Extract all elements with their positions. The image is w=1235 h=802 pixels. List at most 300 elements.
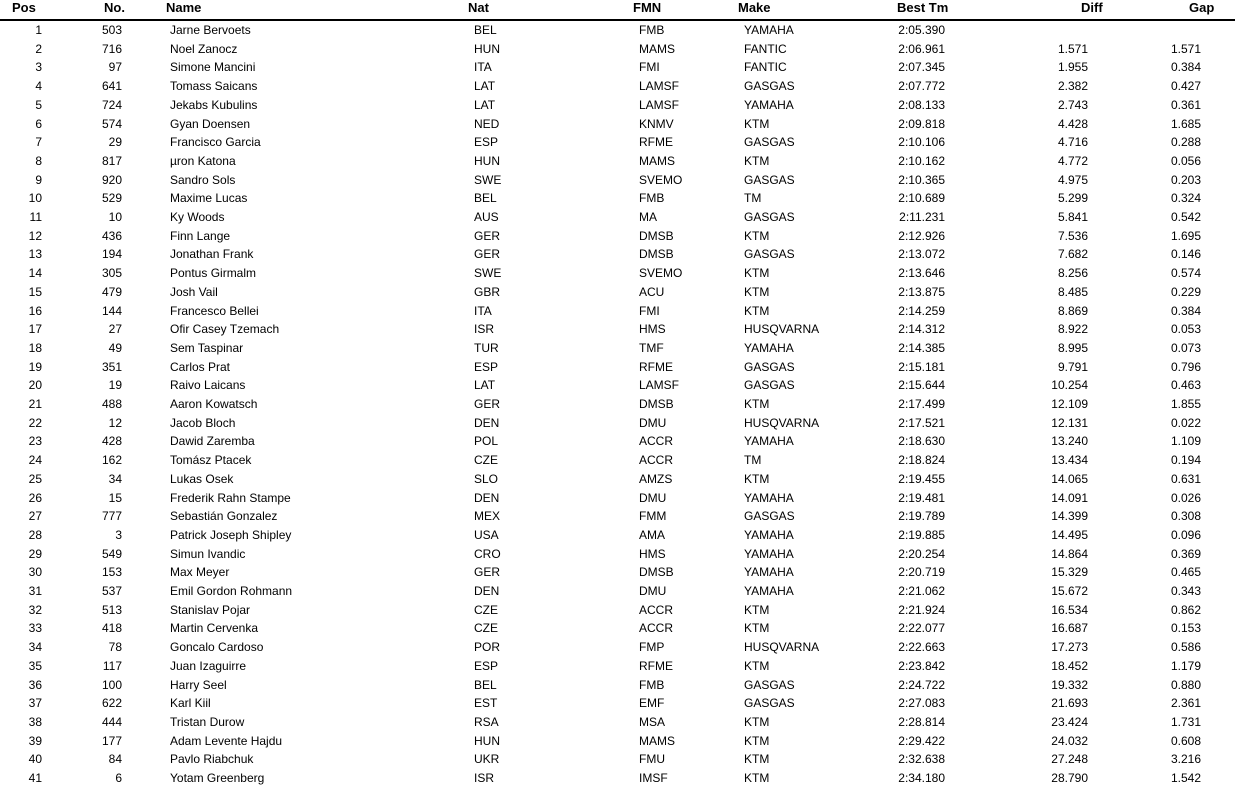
cell-nat: ITA — [474, 303, 492, 318]
header-divider — [0, 19, 1235, 21]
cell-nat: DEN — [474, 490, 500, 505]
cell-best: 2:15.181 — [898, 359, 945, 374]
cell-pos: 7 — [35, 135, 42, 150]
cell-diff: 8.256 — [1057, 266, 1088, 281]
cell-make: KTM — [744, 771, 770, 785]
cell-nat: MEX — [474, 509, 501, 524]
cell-best: 2:20.254 — [898, 546, 945, 561]
header-diff: Diff — [1081, 0, 1103, 15]
cell-make: YAMAHA — [744, 565, 794, 580]
cell-best: 2:19.481 — [898, 490, 945, 505]
cell-gap: 0.361 — [1170, 97, 1201, 112]
cell-name: Emil Gordon Rohmann — [170, 584, 293, 598]
cell-make: KTM — [744, 714, 770, 729]
cell-gap: 0.574 — [1170, 266, 1201, 281]
table-row — [0, 172, 1235, 190]
cell-diff: 14.864 — [1051, 546, 1088, 561]
cell-diff: 8.995 — [1057, 340, 1088, 355]
cell-pos: 38 — [28, 714, 42, 729]
table-row — [0, 228, 1235, 246]
cell-fmn: MAMS — [639, 41, 675, 56]
cell-make: KTM — [744, 228, 770, 243]
cell-best: 2:32.638 — [898, 752, 945, 767]
cell-fmn: MAMS — [639, 153, 675, 168]
cell-pos: 30 — [28, 565, 42, 580]
cell-nat: LAT — [474, 79, 496, 94]
cell-fmn: DMU — [639, 490, 667, 505]
cell-no: 529 — [101, 191, 122, 206]
cell-nat: GBR — [474, 284, 501, 299]
cell-nat: CZE — [474, 602, 498, 617]
cell-gap: 1.695 — [1170, 228, 1201, 243]
cell-nat: BEL — [474, 191, 497, 206]
table-row — [0, 677, 1235, 695]
table-row — [0, 359, 1235, 377]
cell-make: FANTIC — [744, 60, 787, 75]
table-row — [0, 377, 1235, 395]
cell-gap: 0.463 — [1170, 378, 1201, 393]
cell-fmn: MA — [639, 210, 657, 224]
cell-nat: HUN — [474, 733, 500, 748]
cell-gap: 0.026 — [1170, 490, 1201, 505]
cell-fmn: LAMSF — [639, 79, 680, 94]
cell-make: KTM — [744, 266, 770, 281]
cell-make: HUSQVARNA — [744, 415, 820, 430]
cell-fmn: AMA — [639, 527, 666, 542]
cell-fmn: ACCR — [639, 434, 674, 449]
header-make: Make — [738, 0, 771, 15]
cell-best: 2:07.772 — [898, 79, 945, 94]
cell-no: 549 — [101, 546, 122, 561]
cell-diff: 7.682 — [1057, 247, 1088, 262]
cell-no: 574 — [101, 116, 122, 131]
cell-gap: 0.586 — [1170, 640, 1201, 655]
cell-gap: 0.465 — [1170, 565, 1201, 580]
cell-make: KTM — [744, 602, 770, 617]
cell-no: 10 — [108, 210, 122, 224]
cell-no: 479 — [101, 284, 122, 299]
cell-make: YAMAHA — [744, 527, 794, 542]
cell-diff: 1.571 — [1057, 41, 1088, 56]
cell-name: Jacob Bloch — [170, 415, 236, 430]
cell-diff: 13.434 — [1051, 453, 1088, 468]
cell-name: Pavlo Riabchuk — [170, 752, 254, 767]
cell-nat: GER — [474, 228, 501, 243]
cell-fmn: FMB — [639, 23, 665, 37]
cell-name: Yotam Greenberg — [170, 771, 265, 785]
cell-no: 418 — [101, 621, 122, 636]
table-row — [0, 620, 1235, 638]
cell-fmn: ACU — [639, 284, 665, 299]
table-row — [0, 415, 1235, 433]
cell-pos: 5 — [35, 97, 42, 112]
cell-best: 2:17.499 — [898, 397, 945, 411]
cell-nat: ITA — [474, 60, 492, 75]
cell-diff: 9.791 — [1057, 359, 1088, 374]
cell-make: YAMAHA — [744, 97, 794, 112]
table-row — [0, 639, 1235, 657]
header-pos: Pos — [12, 0, 36, 15]
cell-name: Juan Izaguirre — [170, 658, 247, 673]
cell-best: 2:22.663 — [898, 640, 945, 655]
cell-gap: 0.288 — [1170, 135, 1201, 150]
cell-nat: AUS — [474, 210, 499, 224]
cell-fmn: FMB — [639, 677, 665, 692]
cell-pos: 21 — [28, 397, 42, 411]
cell-make: YAMAHA — [744, 490, 794, 505]
cell-best: 2:23.842 — [898, 658, 945, 673]
cell-no: 724 — [101, 97, 122, 112]
cell-nat: NED — [474, 116, 500, 131]
cell-pos: 12 — [28, 228, 42, 243]
cell-nat: SWE — [474, 172, 502, 187]
cell-diff: 28.790 — [1051, 771, 1088, 785]
cell-name: Gyan Doensen — [170, 116, 251, 131]
cell-best: 2:14.385 — [898, 340, 945, 355]
cell-fmn: DMU — [639, 584, 667, 598]
cell-nat: HUN — [474, 41, 500, 56]
cell-nat: TUR — [474, 340, 499, 355]
cell-diff: 1.955 — [1057, 60, 1088, 75]
cell-diff: 16.534 — [1051, 602, 1088, 617]
cell-name: Harry Seel — [170, 677, 227, 692]
cell-fmn: SVEMO — [639, 266, 683, 281]
cell-best: 2:13.646 — [898, 266, 945, 281]
cell-name: Jekabs Kubulins — [170, 97, 258, 112]
cell-fmn: DMSB — [639, 228, 674, 243]
cell-best: 2:10.365 — [898, 172, 945, 187]
cell-pos: 6 — [35, 116, 42, 131]
cell-best: 2:11.231 — [899, 210, 945, 224]
header-name: Name — [166, 0, 202, 15]
cell-name: Sem Taspinar — [170, 340, 244, 355]
cell-make: GASGAS — [744, 359, 795, 374]
cell-gap: 0.073 — [1170, 340, 1201, 355]
cell-name: Max Meyer — [170, 565, 230, 580]
table-row — [0, 490, 1235, 508]
cell-fmn: LAMSF — [639, 97, 680, 112]
cell-gap: 0.324 — [1170, 191, 1201, 206]
cell-pos: 26 — [28, 490, 42, 505]
cell-pos: 18 — [28, 340, 42, 355]
cell-nat: GER — [474, 247, 501, 262]
cell-best: 2:29.422 — [898, 733, 945, 748]
cell-make: KTM — [744, 621, 770, 636]
cell-best: 2:09.818 — [898, 116, 945, 131]
table-row — [0, 564, 1235, 582]
cell-no: 641 — [101, 79, 122, 94]
cell-no: 488 — [101, 397, 122, 411]
cell-fmn: FMU — [639, 752, 665, 767]
table-row — [0, 433, 1235, 451]
table-row — [0, 284, 1235, 302]
cell-diff: 5.841 — [1057, 210, 1088, 224]
cell-fmn: RFME — [639, 658, 673, 673]
cell-gap: 2.361 — [1170, 696, 1201, 711]
cell-pos: 20 — [28, 378, 42, 393]
cell-best: 2:14.312 — [898, 322, 945, 337]
table-row — [0, 751, 1235, 769]
cell-no: 3 — [115, 527, 122, 542]
table-row — [0, 134, 1235, 152]
cell-make: KTM — [744, 397, 770, 411]
cell-fmn: TMF — [639, 340, 664, 355]
cell-name: Stanislav Pojar — [170, 602, 251, 617]
cell-name: Ofir Casey Tzemach — [170, 322, 280, 337]
cell-make: GASGAS — [744, 172, 795, 187]
cell-fmn: AMZS — [639, 471, 673, 486]
cell-diff: 2.743 — [1057, 97, 1088, 112]
cell-pos: 10 — [28, 191, 42, 206]
cell-diff: 14.399 — [1051, 509, 1088, 524]
cell-no: 15 — [108, 490, 122, 505]
header-no: No. — [104, 0, 125, 15]
cell-best: 2:12.926 — [898, 228, 945, 243]
cell-gap: 0.631 — [1170, 471, 1201, 486]
cell-pos: 9 — [35, 172, 42, 187]
header-gap: Gap — [1189, 0, 1215, 15]
cell-best: 2:15.644 — [898, 378, 945, 393]
cell-no: 84 — [108, 752, 122, 767]
table-row — [0, 602, 1235, 620]
cell-best: 2:13.875 — [898, 284, 945, 299]
cell-best: 2:10.106 — [898, 135, 945, 150]
table-row — [0, 714, 1235, 732]
cell-diff: 23.424 — [1051, 714, 1088, 729]
cell-nat: BEL — [474, 677, 497, 692]
table-row — [0, 583, 1235, 601]
cell-gap: 1.855 — [1170, 397, 1201, 411]
table-row — [0, 321, 1235, 339]
cell-make: GASGAS — [744, 79, 795, 94]
table-row — [0, 452, 1235, 470]
cell-fmn: EMF — [639, 696, 665, 711]
cell-make: YAMAHA — [744, 546, 794, 561]
table-row — [0, 303, 1235, 321]
cell-diff: 4.428 — [1057, 116, 1088, 131]
cell-nat: DEN — [474, 415, 500, 430]
cell-gap: 0.153 — [1170, 621, 1201, 636]
cell-no: 153 — [101, 565, 122, 580]
table-row — [0, 246, 1235, 264]
cell-name: Dawid Zaremba — [170, 434, 255, 449]
cell-gap: 0.096 — [1170, 527, 1201, 542]
cell-fmn: FMI — [639, 303, 660, 318]
table-row — [0, 78, 1235, 96]
cell-no: 428 — [101, 434, 122, 449]
cell-no: 29 — [108, 135, 122, 150]
cell-name: Tristan Durow — [170, 714, 245, 729]
cell-make: KTM — [744, 116, 770, 131]
cell-fmn: SVEMO — [639, 172, 683, 187]
cell-name: Jonathan Frank — [170, 247, 254, 262]
cell-gap: 1.571 — [1170, 41, 1201, 56]
cell-pos: 2 — [35, 41, 42, 56]
cell-diff: 13.240 — [1051, 434, 1088, 449]
cell-nat: HUN — [474, 153, 500, 168]
cell-fmn: FMI — [639, 60, 660, 75]
cell-pos: 35 — [28, 658, 42, 673]
cell-name: Martin Cervenka — [170, 621, 259, 636]
cell-make: GASGAS — [744, 509, 795, 524]
cell-no: 117 — [102, 658, 122, 673]
cell-make: TM — [744, 453, 762, 468]
cell-no: 513 — [101, 602, 122, 617]
cell-gap: 0.542 — [1170, 210, 1201, 224]
cell-make: TM — [744, 191, 762, 206]
cell-pos: 23 — [28, 434, 42, 449]
cell-make: GASGAS — [744, 677, 795, 692]
cell-pos: 32 — [28, 602, 42, 617]
cell-diff: 4.772 — [1057, 153, 1088, 168]
cell-fmn: HMS — [639, 546, 666, 561]
cell-diff: 12.131 — [1051, 415, 1088, 430]
cell-make: YAMAHA — [744, 434, 794, 449]
cell-make: KTM — [744, 752, 770, 767]
cell-no: 144 — [101, 303, 122, 318]
cell-pos: 14 — [28, 266, 42, 281]
cell-nat: UKR — [474, 752, 500, 767]
cell-no: 436 — [101, 228, 122, 243]
cell-best: 2:19.885 — [898, 527, 945, 542]
cell-best: 2:18.630 — [898, 434, 945, 449]
table-row — [0, 508, 1235, 526]
cell-nat: ESP — [474, 658, 499, 673]
cell-nat: POL — [474, 434, 499, 449]
cell-gap: 0.056 — [1170, 153, 1201, 168]
cell-fmn: MSA — [639, 714, 666, 729]
cell-nat: SLO — [474, 471, 499, 486]
cell-nat: USA — [474, 527, 499, 542]
cell-name: Simone Mancini — [170, 60, 256, 75]
table-row — [0, 471, 1235, 489]
cell-no: 27 — [108, 322, 122, 337]
cell-name: Simun Ivandic — [170, 546, 246, 561]
table-row — [0, 41, 1235, 59]
cell-name: Raivo Laicans — [170, 378, 246, 393]
cell-fmn: RFME — [639, 135, 673, 150]
cell-nat: EST — [474, 696, 498, 711]
cell-no: 503 — [101, 23, 122, 37]
cell-name: Tomass Saicans — [170, 79, 258, 94]
cell-name: Jarne Bervoets — [170, 23, 251, 37]
cell-pos: 31 — [28, 584, 42, 598]
cell-name: Goncalo Cardoso — [170, 640, 264, 655]
cell-name: Sandro Sols — [170, 172, 236, 187]
cell-make: FANTIC — [744, 41, 787, 56]
cell-make: GASGAS — [744, 696, 795, 711]
cell-diff: 21.693 — [1051, 696, 1088, 711]
cell-pos: 19 — [28, 359, 42, 374]
cell-name: Lukas Osek — [170, 471, 234, 486]
cell-nat: ISR — [474, 771, 495, 785]
header-fmn: FMN — [633, 0, 662, 15]
cell-gap: 1.179 — [1170, 658, 1201, 673]
cell-pos: 29 — [28, 546, 42, 561]
cell-make: HUSQVARNA — [744, 640, 820, 655]
cell-pos: 22 — [28, 415, 42, 430]
cell-nat: BEL — [474, 23, 497, 37]
cell-diff: 27.248 — [1051, 752, 1088, 767]
cell-nat: ESP — [474, 359, 499, 374]
cell-gap: 0.369 — [1170, 546, 1201, 561]
cell-make: GASGAS — [744, 135, 795, 150]
cell-gap: 1.685 — [1170, 116, 1201, 131]
cell-nat: SWE — [474, 266, 502, 281]
cell-pos: 15 — [28, 284, 42, 299]
cell-name: Noel Zanocz — [170, 41, 238, 56]
cell-gap: 0.384 — [1170, 303, 1201, 318]
cell-best: 2:34.180 — [898, 771, 945, 785]
cell-best: 2:08.133 — [898, 97, 945, 112]
cell-name: Adam Levente Hajdu — [170, 733, 283, 748]
cell-nat: ESP — [474, 135, 499, 150]
cell-make: KTM — [744, 284, 770, 299]
cell-gap: 0.203 — [1170, 172, 1201, 187]
cell-diff: 2.382 — [1057, 79, 1088, 94]
cell-diff: 8.485 — [1057, 284, 1088, 299]
cell-diff: 8.922 — [1057, 322, 1088, 337]
cell-diff: 5.299 — [1057, 191, 1088, 206]
cell-diff: 4.716 — [1057, 135, 1088, 150]
table-row — [0, 97, 1235, 115]
cell-fmn: ACCR — [639, 453, 674, 468]
cell-fmn: IMSF — [639, 771, 668, 785]
cell-fmn: HMS — [639, 322, 666, 337]
cell-name: Karl Kiil — [170, 696, 211, 711]
cell-no: 920 — [101, 172, 122, 187]
cell-best: 2:18.824 — [898, 453, 945, 468]
cell-make: KTM — [744, 733, 770, 748]
cell-diff: 8.869 — [1057, 303, 1088, 318]
cell-gap: 0.880 — [1170, 677, 1201, 692]
cell-no: 444 — [101, 714, 122, 729]
cell-name: Frederik Rahn Stampe — [170, 490, 291, 505]
cell-make: KTM — [744, 303, 770, 318]
cell-nat: ISR — [474, 322, 495, 337]
cell-best: 2:21.924 — [898, 602, 945, 617]
cell-diff: 24.032 — [1051, 733, 1088, 748]
cell-name: Josh Vail — [170, 284, 218, 299]
cell-diff: 19.332 — [1051, 677, 1088, 692]
cell-gap: 0.194 — [1170, 453, 1201, 468]
cell-name: Francesco Bellei — [170, 303, 259, 318]
cell-nat: CRO — [474, 546, 501, 561]
table-row — [0, 22, 1235, 40]
cell-nat: LAT — [474, 378, 496, 393]
cell-no: 12 — [108, 415, 122, 430]
cell-gap: 0.343 — [1170, 584, 1201, 598]
cell-fmn: LAMSF — [639, 378, 680, 393]
cell-no: 100 — [101, 677, 122, 692]
cell-name: Maxime Lucas — [170, 191, 248, 206]
cell-best: 2:14.259 — [898, 303, 945, 318]
cell-no: 194 — [101, 247, 122, 262]
cell-name: Ky Woods — [170, 210, 225, 224]
cell-fmn: FMB — [639, 191, 665, 206]
cell-no: 777 — [101, 509, 122, 524]
cell-best: 2:24.722 — [898, 677, 945, 692]
cell-no: 78 — [108, 640, 122, 655]
cell-diff: 14.065 — [1051, 471, 1088, 486]
header-best-time: Best Tm — [897, 0, 949, 15]
cell-no: 49 — [108, 340, 122, 355]
cell-gap: 1.542 — [1170, 771, 1201, 785]
cell-diff: 12.109 — [1051, 397, 1088, 411]
cell-make: YAMAHA — [744, 340, 794, 355]
cell-no: 162 — [101, 453, 122, 468]
cell-gap: 0.796 — [1170, 359, 1201, 374]
